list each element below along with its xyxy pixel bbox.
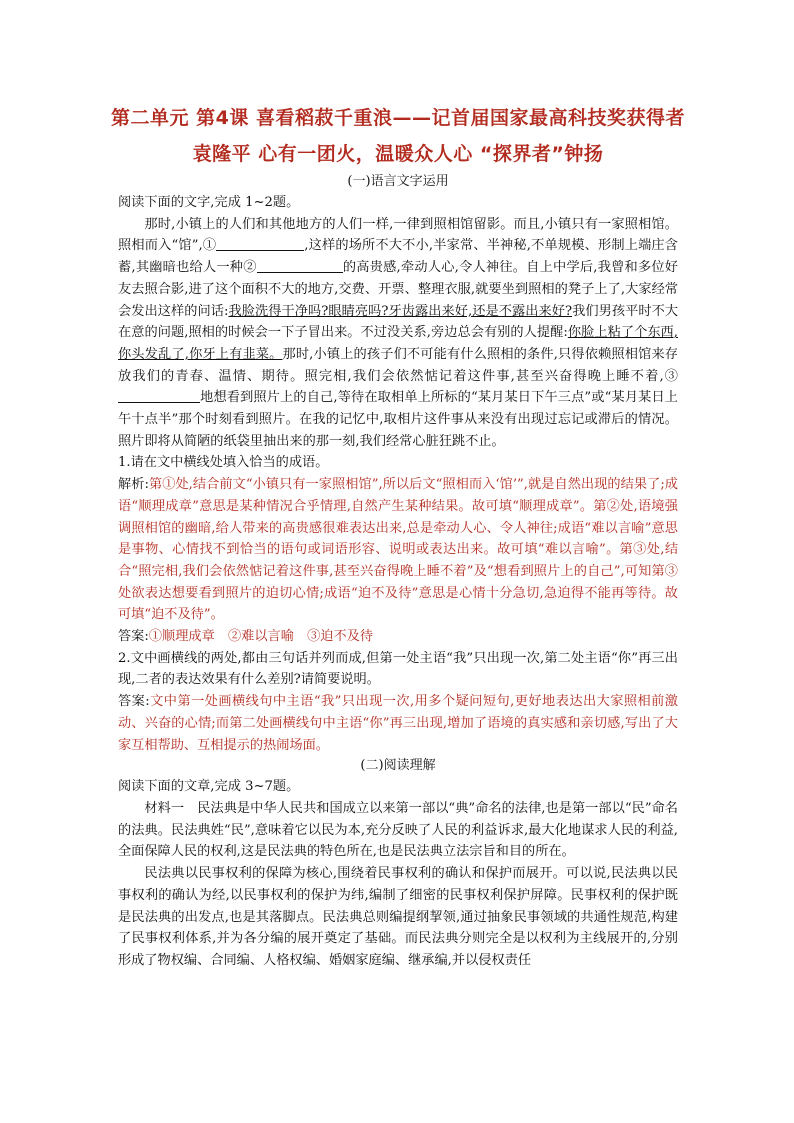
passage-photo-studio [118,214,678,453]
section-heading-language: (一)语言文字运用 [347,174,449,189]
document-title [111,100,685,172]
analysis-1 [118,474,678,626]
question-1: 1.请在文中横线处填入恰当的成语。 [118,455,329,471]
blank-3 [118,388,200,403]
passage-text: 那时,小镇上的人们和其他地方的人们一样,一律到照相馆留影。而且,小镇只有一家照相馆。照相而入“馆”,① [118,216,678,254]
passage-text: 我们男孩平时不大在意的问题,照相的时候会一下子冒出来。不过没关系,旁边总会有别的人提醒: [118,303,679,341]
answer-label: 答案: [118,629,149,645]
blank-2 [257,258,343,273]
passage-text: 的高贵感,牵动人心,令人神往。自上中学后,我曾和多位好友去照合影,进了这个面积不大的地方,交费、开票、整理衣服,就要坐到照相的凳子上了,大家经常会发出这样的问话: [118,260,678,319]
underlined-sentence-1: 我脸洗得干净吗?眼睛亮吗?牙齿露出来好,还是不露出来好? [228,303,573,319]
title-line-1: 第二单元 第4课 喜看稻菽千重浪——记首届国家最高科技奖获得者 [111,107,685,129]
instruction-1: 阅读下面的文字,完成 1~2题。 [118,195,300,210]
answer-2 [118,691,678,756]
section-heading-reading: (二)阅读理解 [360,758,436,774]
document-page [111,100,685,972]
answer-text: 文中第一处画横线句中主语“我”只出现一次,用多个疑问短句,更好地表达出大家照相前激动、兴奋的心情;而第二处画横线句中主语“你”再三出现,增加了语境的真实感和亲切感,写出了大家互相帮助、互相提示的热闹场面。 [118,694,678,753]
instruction-2: 阅读下面的文章,完成 3~7题。 [118,779,300,795]
title-line-2: 袁隆平 心有一团火，温暖众人心 “探界者”钟扬 [192,143,604,165]
passage-text: 地想看到照片上的自己,等待在取相单上所标的“某月某日下午三点”或“某月某日上午十点半”那个时刻看到照片。在我的记忆中,取相片这件事从来没有出现过忘记或滞后的情况。照片即将从简陋的纸袋里抽出来的那一刻,我们经常心脏狂跳不止。 [118,390,678,449]
underlined-sentence-2: 你脸上粘了个东西,你头发乱了,你牙上有韭菜。 [118,325,678,362]
analysis-label: 解析: [118,477,149,493]
material-1-paragraph-2: 民法典以民事权利的保障为核心,围绕着民事权利的确认和保护而展开。可以说,民法典以民事权利的确认为经,以民事权利的保护为纬,编制了细密的民事权利保护屏障。民事权利的保护既是民法典的出发点,也是其落脚点。民法典总则编提纲挈领,通过抽象民事领域的共通性规范,构建了民事权利体系,并为各分编的展开奠定了基础。而民法典分则完全是以权利为主线展开的,分别形成了物权编、合同编、人格权编、婚姻家庭编、继承编,并以侵权责任 [118,866,678,968]
passage-text: ,这样的场所不大不小,半家常、半神秘,不单规模、形制上端庄含蓄,其幽暗也给人一种② [118,238,678,276]
question-2: 2.文中画横线的两处,都由三句话并列而成,但第一处主语“我”只出现一次,第二处主语“你”再三出现,二者的表达效果有什么差别?请简要说明。 [118,650,678,688]
blank-1 [216,236,304,251]
answer-1 [118,626,678,648]
answer-label: 答案: [118,694,150,710]
answer-text: ①顺理成章 ②难以言喻 ③迫不及待 [148,629,374,645]
analysis-text: 第①处,结合前文“小镇只有一家照相馆”,所以后文“照相而入‘馆’”,就是自然出现的结果了;成语“顺理成章”意思是某种情况合乎情理,自然产生某种结果。故可填“顺理成章”。第②处,语境强调照相馆的幽暗,给人带来的高贵感很难表达出来,总是牵动人心、令人神往;成语“难以言喻”意思是事物、心情找不到恰当的语句或词语形容、说明或表达出来。故可填“难以言喻”。第③处,结合“照完相,我们会依然惦记着这件事,甚至兴奋得晚上睡不着”及“想看到照片上的自己”,可知第③处欲表达想要看到照片的迫切心情;成语“迫不及待”意思是心情十分急切,急迫得不能再等待。故可填“迫不及待”。 [118,477,679,623]
material-1-paragraph-1: 材料一 民法典是中华人民共和国成立以来第一部以“典”命名的法律,也是第一部以“民”命名的法典。民法典姓“民”,意味着它以民为本,充分反映了人民的利益诉求,最大化地谋求人民的利益,全面保障人民的权利,这是民法典的特色所在,也是民法典立法宗旨和目的所在。 [118,800,678,860]
passage-text: 那时,小镇上的孩子们不可能有什么照相的条件,只得依赖照相馆来存放我们的青春、温情、期待。照完相,我们会依然惦记着这件事,甚至兴奋得晚上睡不着,③ [118,346,678,384]
